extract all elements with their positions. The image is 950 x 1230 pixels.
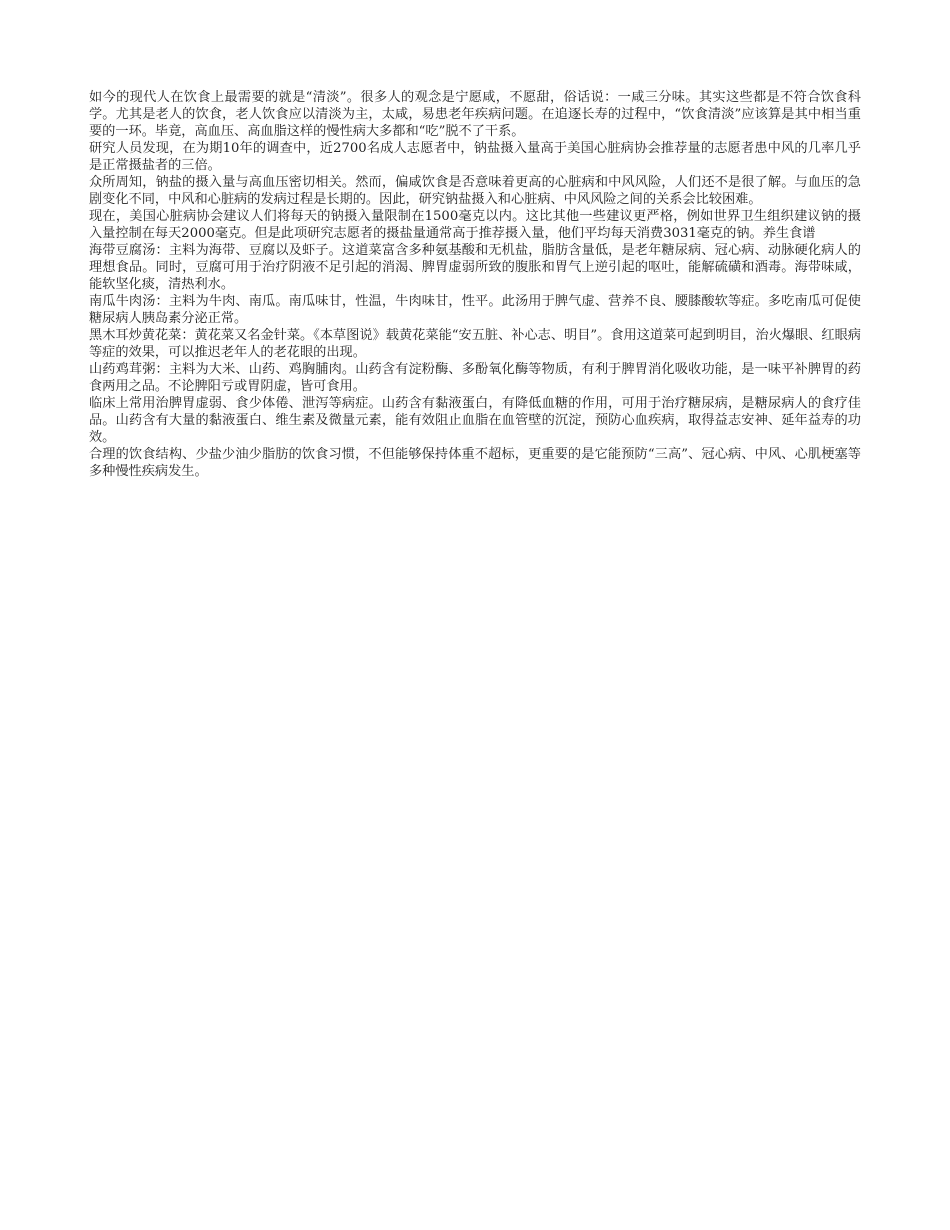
paragraph: 临床上常用治脾胃虚弱、食少体倦、泄泻等病症。山药含有黏液蛋白，有降低血糖的作用，可用于治疗糖尿病，是糖尿病人的食疗佳品。山药含有大量的黏液蛋白、维生素及微量元素，能有效阻止血脂在血管壁的沉淀，预防心血疾病，取得益志安神、延年益寿的功效。 — [89, 396, 861, 445]
paragraph: 如今的现代人在饮食上最需要的就是“清淡”。很多人的观念是宁愿咸，不愿甜，俗话说：一咸三分味。其实这些都是不符合饮食科学。尤其是老人的饮食，老人饮食应以清淡为主，太咸，易患老年疾病问题。在追逐长寿的过程中，“饮食清淡”应该算是其中相当重要的一环。毕竟，高血压、高血脂这样的慢性病大多都和“吃”脱不了干系。 — [89, 90, 861, 139]
paragraph: 研究人员发现，在为期10年的调查中，近2700名成人志愿者中，钠盐摄入量高于美国心脏病协会推荐量的志愿者患中风的几率几乎是正常摄盐者的三倍。 — [89, 141, 861, 173]
paragraph: 合理的饮食结构、少盐少油少脂肪的饮食习惯，不但能够保持体重不超标，更重要的是它能预防“三高”、冠心病、中风、心肌梗塞等多种慢性疾病发生。 — [89, 447, 861, 479]
paragraph: 海带豆腐汤：主料为海带、豆腐以及虾子。这道菜富含多种氨基酸和无机盐，脂肪含量低，是老年糖尿病、冠心病、动脉硬化病人的理想食品。同时，豆腐可用于治疗阴液不足引起的消渴、脾胃虚弱所致的腹胀和胃气上逆引起的呕吐，能解硫磺和酒毒。海带味咸，能软坚化痰，清热利水。 — [89, 243, 861, 292]
paragraph: 现在，美国心脏病协会建议人们将每天的钠摄入量限制在1500毫克以内。这比其他一些建议更严格，例如世界卫生组织建议钠的摄入量控制在每天2000毫克。但是此项研究志愿者的摄盐量通常高于推荐摄入量，他们平均每天消费3031毫克的钠。养生食谱 — [89, 209, 861, 241]
paragraph: 南瓜牛肉汤：主料为牛肉、南瓜。南瓜味甘，性温，牛肉味甘，性平。此汤用于脾气虚、营养不良、腰膝酸软等症。多吃南瓜可促使糖尿病人胰岛素分泌正常。 — [89, 294, 861, 326]
paragraph: 山药鸡茸粥：主料为大米、山药、鸡胸脯肉。山药含有淀粉酶、多酚氧化酶等物质，有利于脾胃消化吸收功能，是一味平补脾胃的药食两用之品。不论脾阳亏或胃阴虚，皆可食用。 — [89, 362, 861, 394]
paragraph: 黑木耳炒黄花菜：黄花菜又名金针菜。《本草图说》载黄花菜能“安五脏、补心志、明目”。食用这道菜可起到明目，治火爆眼、红眼病等症的效果，可以推迟老年人的老花眼的出现。 — [89, 328, 861, 360]
article-body — [89, 89, 861, 480]
paragraph: 众所周知，钠盐的摄入量与高血压密切相关。然而，偏咸饮食是否意味着更高的心脏病和中风风险，人们还不是很了解。与血压的急剧变化不同，中风和心脏病的发病过程是长期的。因此，研究钠盐摄入和心脏病、中风风险之间的关系会比较困难。 — [89, 175, 861, 207]
